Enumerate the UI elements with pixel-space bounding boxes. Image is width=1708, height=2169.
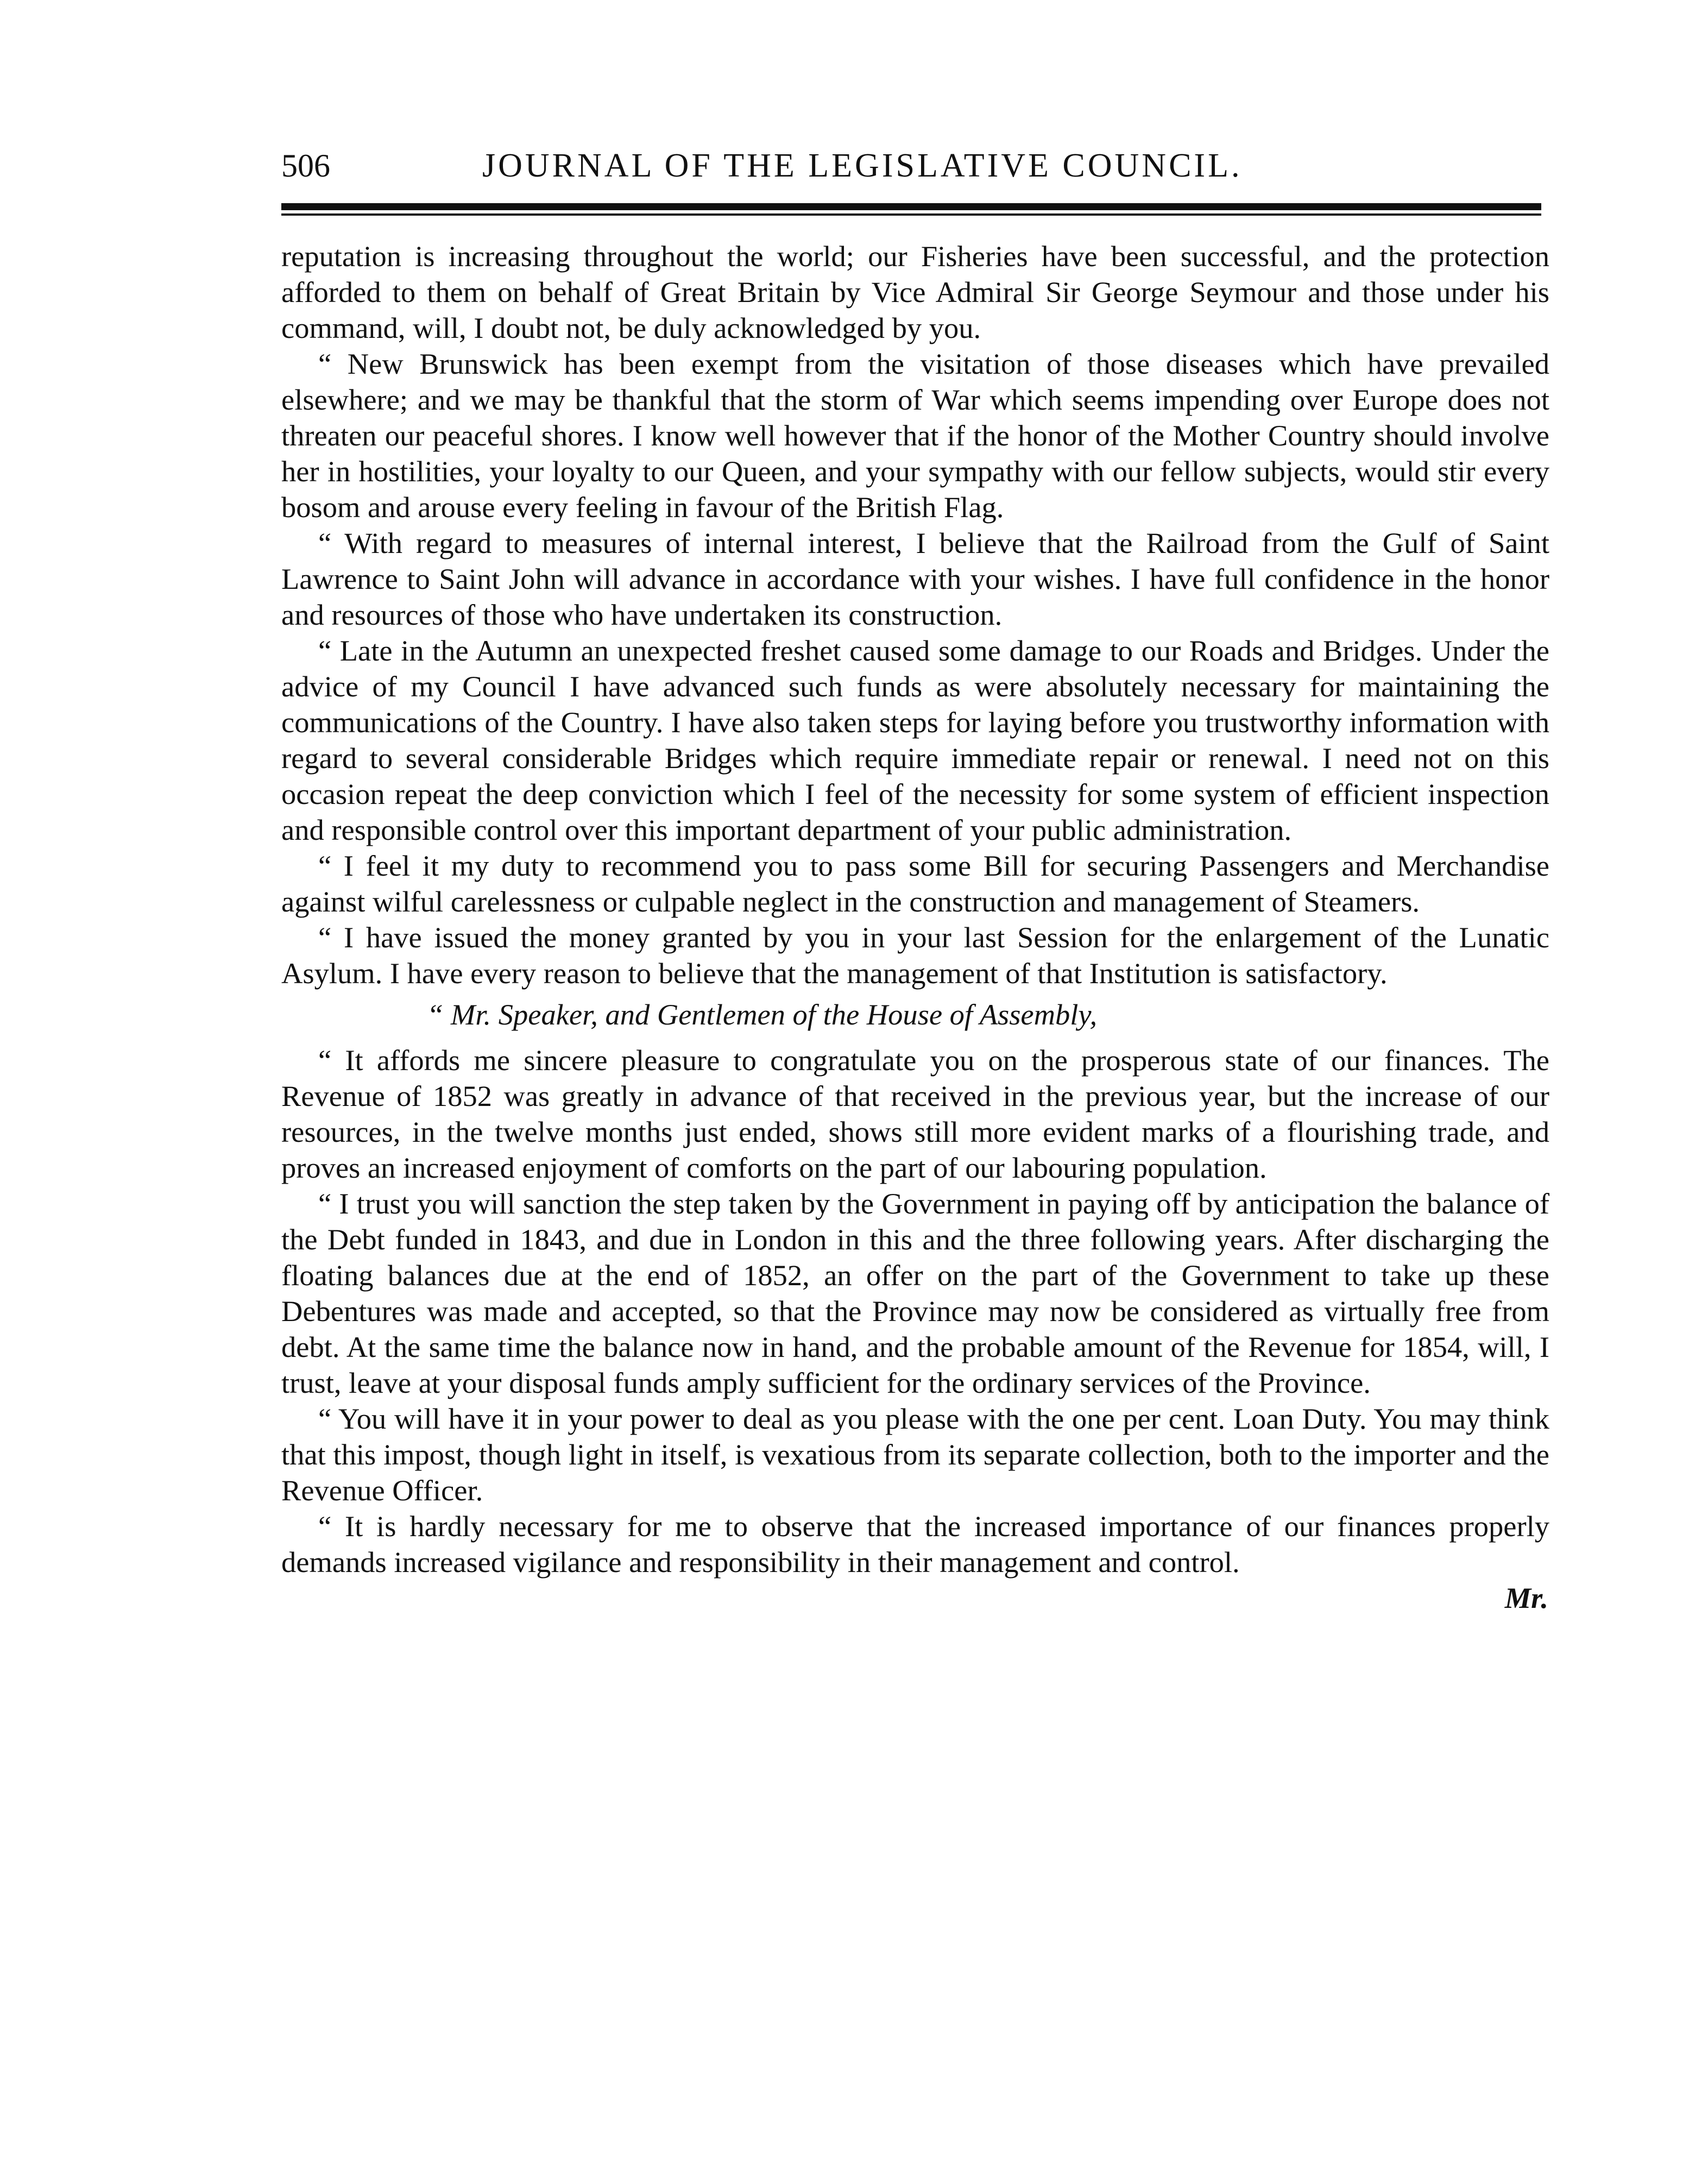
paragraph: reputation is increasing throughout the world; our Fisheries have been successful, and the protection afforded to them on behalf of Great Britain by Vice Admiral Sir George Seymour and those under his command, will, I doubt not, be duly acknowledged by you. — [281, 240, 1549, 344]
paragraph: “ I have issued the money granted by you in your last Session for the enlargement of the Lunatic Asylum. I have every reason to believe that the management of that Institution is satisfactory. — [281, 921, 1549, 990]
header-rule — [281, 203, 1541, 210]
section-heading: “ Mr. Speaker, and Gentlemen of the House of Assembly, — [427, 998, 1098, 1031]
paragraph: “ Late in the Autumn an unexpected freshet caused some damage to our Roads and Bridges. Under the advice of my Council I have advanced such funds as were absolutely necessary for maintaining the communications of the Country. I have also taken steps for laying before you trustworthy information with regard to several considerable Bridges which require immediate repair or renewal. I need not on this occasion repeat the deep conviction which I feel of the necessity for some system of efficient inspection and responsible control over this important department of your public administration. — [281, 634, 1549, 846]
header-rule-thin — [281, 213, 1541, 216]
paragraph: “ I feel it my duty to recommend you to pass some Bill for securing Passengers and Merchandise against wilful carelessness or culpable neglect in the construction and management of Steamers. — [281, 849, 1549, 918]
paragraph: “ With regard to measures of internal interest, I believe that the Railroad from the Gulf of Saint Lawrence to Saint John will advance in accordance with your wishes. I have full confidence in the honor and resources of those who have undertaken its construction. — [281, 526, 1549, 631]
paragraph: “ You will have it in your power to deal as you please with the one per cent. Loan Duty. You may think that this impost, though light in itself, is vexatious from its separate collection, both to the importer and the Revenue Officer. — [281, 1402, 1549, 1507]
page-number: 506 — [281, 148, 330, 184]
body-text — [281, 238, 1549, 1616]
paragraph: “ I trust you will sanction the step taken by the Government in paying off by anticipation the balance of the Debt funded in 1843, and due in London in this and the three following years. After discharging the floating balances due at the end of 1852, an offer on the part of the Government to take up these Debentures was made and accepted, so that the Province may now be considered as virtually free from debt. At the same time the balance now in hand, and the probable amount of the Revenue for 1854, will, I trust, leave at your disposal funds amply sufficient for the ordinary services of the Province. — [281, 1187, 1549, 1399]
paragraph: “ It is hardly necessary for me to observe that the increased importance of our finances properly demands increased vigilance and responsibility in their management and control. — [281, 1510, 1549, 1579]
paragraph: “ New Brunswick has been exempt from the visitation of those diseases which have prevailed elsewhere; and we may be thankful that the storm of War which seems impending over Europe does not threaten our peaceful shores. I know well however that if the honor of the Mother Country should involve her in hostilities, your loyalty to our Queen, and your sympathy with our fellow subjects, would stir every bosom and arouse every feeling in favour of the British Flag. — [281, 347, 1549, 524]
page-header — [281, 147, 1549, 192]
catchword: Mr. — [1504, 1581, 1548, 1614]
paragraph: “ It affords me sincere pleasure to congratulate you on the prosperous state of our finances. The Revenue of 1852 was greatly in advance of that received in the previous year, but the increase of our resources, in the twelve months just ended, shows still more evident marks of a flourishing trade, and proves an increased enjoyment of comforts on the part of our labouring population. — [281, 1043, 1549, 1184]
running-title: JOURNAL OF THE LEGISLATIVE COUNCIL. — [482, 147, 1243, 184]
journal-page — [281, 147, 1549, 1616]
